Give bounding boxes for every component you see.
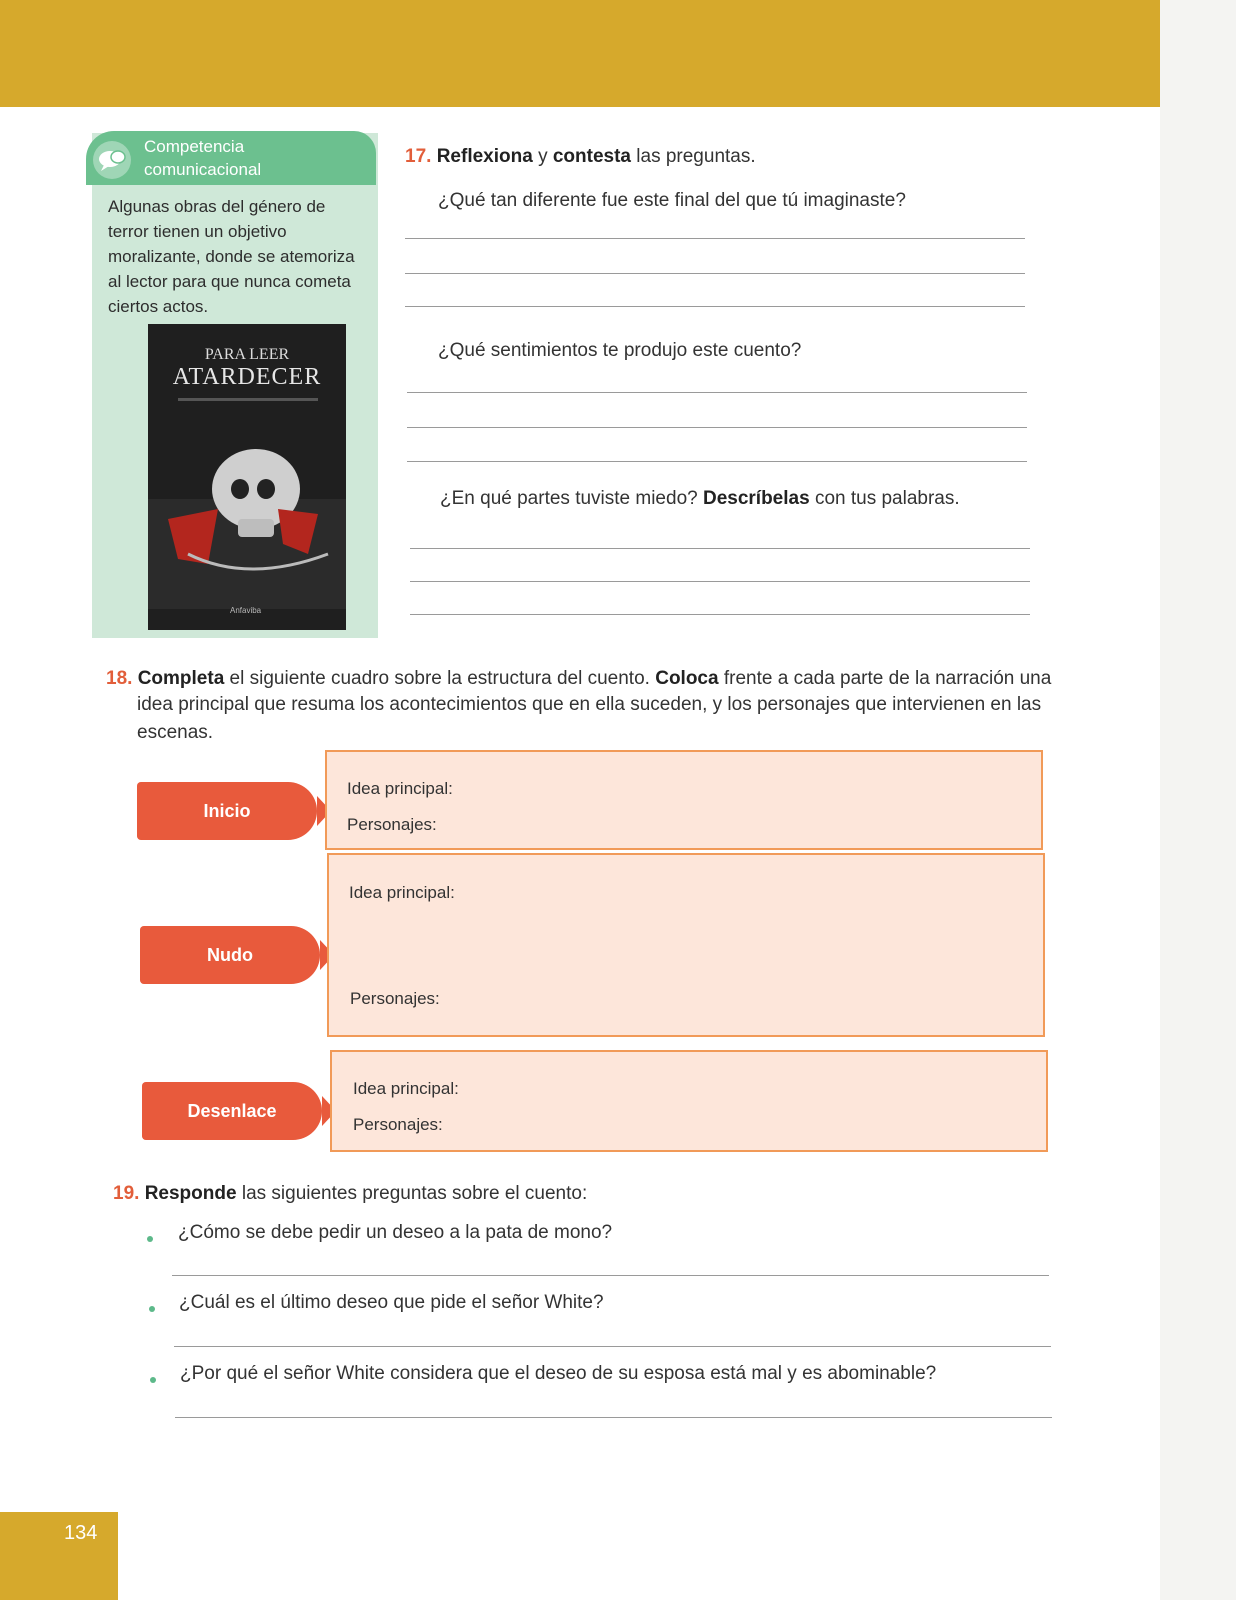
answer-line[interactable]	[405, 273, 1025, 274]
q18-verb2: Coloca	[655, 668, 719, 689]
book-publisher: Anfaviba	[230, 606, 262, 615]
q18-heading-line2: idea principal que resuma los acontecimientos que en ella suceden, y los personajes que intervienen en las	[137, 694, 1042, 715]
q17-question-3	[440, 488, 960, 510]
q17-heading	[405, 146, 756, 168]
q17-verb2: contesta	[552, 146, 631, 167]
answer-line[interactable]	[410, 581, 1030, 582]
characters-label: Personajes:	[350, 989, 440, 1008]
q19-question-2: ¿Cuál es el último deseo que pide el señor White?	[179, 1292, 604, 1313]
page-number-tab	[0, 1512, 118, 1600]
q17-question-1: ¿Qué tan diferente fue este final del que tú imaginaste?	[438, 190, 906, 211]
answer-line[interactable]	[405, 238, 1025, 239]
q17-rest: las preguntas.	[631, 146, 756, 167]
book-title-line1: PARA LEER	[204, 346, 290, 363]
q19-heading	[113, 1183, 587, 1205]
q17-verb1: Reflexiona	[436, 146, 533, 167]
answer-line[interactable]	[175, 1417, 1052, 1418]
q17-question-2: ¿Qué sentimientos te produjo este cuento?	[438, 340, 802, 361]
part-label-nudo: Nudo	[140, 926, 320, 984]
idea-label: Idea principal:	[349, 883, 455, 902]
q17-number: 17.	[405, 146, 432, 167]
sidebar-title	[144, 135, 261, 181]
q18-verb1: Completa	[137, 668, 225, 689]
answer-line[interactable]	[407, 461, 1027, 462]
sidebar-title-line1: Competencia	[144, 137, 245, 156]
part-label-inicio: Inicio	[137, 782, 317, 840]
characters-label: Personajes:	[347, 815, 437, 834]
q18-heading-line3: escenas.	[137, 722, 214, 743]
answer-line[interactable]	[410, 548, 1030, 549]
answer-line[interactable]	[407, 392, 1027, 393]
answer-line[interactable]	[410, 614, 1030, 615]
idea-label: Idea principal:	[353, 1079, 459, 1098]
idea-label: Idea principal:	[347, 779, 453, 798]
header-band	[0, 0, 1160, 107]
bullet-icon	[147, 1236, 153, 1242]
q18-number: 18.	[106, 668, 133, 689]
part-label-desenlace: Desenlace	[142, 1082, 322, 1140]
speech-bubble-icon	[92, 140, 132, 180]
answer-box-desenlace[interactable]	[330, 1050, 1048, 1152]
sidebar-text: Algunas obras del género de terror tienen un objetivo moralizante, donde se atemoriza al lector para que nunca cometa ciertos actos.	[108, 197, 355, 316]
book-cover-image	[148, 324, 346, 630]
answer-line[interactable]	[405, 306, 1025, 307]
answer-line[interactable]	[174, 1346, 1051, 1347]
q18-text2: frente a cada parte de la narración una	[718, 668, 1052, 689]
page-number: 134	[64, 1522, 98, 1544]
q17-q3-post: con tus palabras.	[809, 488, 960, 509]
q17-q3-pre: ¿En qué partes tuviste miedo?	[440, 488, 703, 509]
answer-line[interactable]	[407, 427, 1027, 428]
q17-q3-bold: Descríbelas	[702, 488, 810, 509]
q18-text1: el siguiente cuadro sobre la estructura del cuento.	[224, 668, 656, 689]
q19-verb: Responde	[144, 1183, 237, 1204]
q19-number: 19.	[113, 1183, 140, 1204]
answer-box-nudo[interactable]	[327, 853, 1045, 1037]
q19-rest: las siguientes preguntas sobre el cuento:	[236, 1183, 588, 1204]
q18-heading-line1	[106, 668, 1051, 690]
book-title-line2: ATARDECER	[172, 364, 322, 390]
answer-box-inicio[interactable]	[325, 750, 1043, 850]
skull-illustration	[148, 324, 346, 630]
answer-line[interactable]	[172, 1275, 1049, 1276]
bullet-icon	[149, 1306, 155, 1312]
sidebar-title-line2: comunicacional	[144, 160, 262, 179]
q19-question-3: ¿Por qué el señor White considera que el deseo de su esposa está mal y es abominable?	[180, 1363, 937, 1384]
q19-question-1: ¿Cómo se debe pedir un deseo a la pata de mono?	[178, 1222, 613, 1243]
characters-label: Personajes:	[353, 1115, 443, 1134]
page-edge	[1160, 0, 1236, 1600]
bullet-icon	[150, 1377, 156, 1383]
q17-mid: y	[532, 146, 553, 167]
